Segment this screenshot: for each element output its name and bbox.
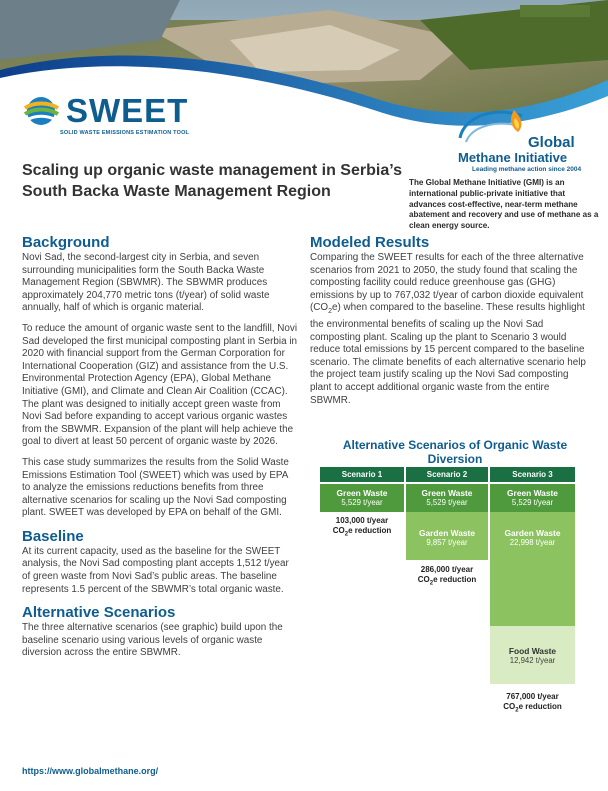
s3-green-waste: Green Waste 5,529 t/year <box>490 484 575 512</box>
right-column <box>310 234 588 407</box>
modeled-results-heading: Modeled Results <box>310 234 430 251</box>
background-heading: Background <box>22 234 110 251</box>
diagram-title: Alternative Scenarios of Organic Waste Diversion <box>342 438 568 466</box>
baseline-paragraph: At its current capacity, used as the baseline for the SWEET analysis, the Novi Sad composting plant accepts 1,512 t/year of green waste from Novi Sad’s public areas. The baseline represents 1.5 percent of the SBWMR’s total organic waste. <box>22 545 289 595</box>
alternative-scenarios-heading: Alternative Scenarios <box>22 604 176 622</box>
gmi-name-line1: Global <box>528 134 575 151</box>
sweet-logo <box>20 92 210 138</box>
s2-reduction: 286,000 t/year $CO_2e$ reduction <box>417 565 477 587</box>
footer-url-link[interactable]: https://www.globalmethane.org/ <box>22 766 159 776</box>
baseline-heading: Baseline <box>22 527 84 545</box>
background-paragraph-3: This case study summarizes the results from the Solid Waste Emissions Estimation Tool (SWEET) which was used by EPA to analyze the emissions reductions benefits from three alternative scenarios for scaling up the Novi Sad composting plant. SWEET was developed by EPA on behalf of the GMI. <box>22 456 289 519</box>
scenario-1-header: Scenario 1 <box>320 467 404 482</box>
modeled-results-paragraph: Comparing the SWEET results for each of the three alternative scenarios from 2021 to 2050, the study found that scaling the composting facility could reduce greenhouse gas (GHG) emissions by up to 767,032 t/year of carbon dioxide equivalent $(CO_2e)$ when compared to the baseline. These results highlight the environmental benefits of scaling up the Novi Sad composting plant. Scaling up the plant to Scenario 3 would reduce total emissions by 15 percent compared to the baseline scenario. The climate benefits of each alternative scenario help the project team justify scaling up the Novi Sad composting plant to accept additional organic waste from the entire SBWMR. <box>310 252 586 406</box>
scenario-3-header: Scenario 3 <box>490 467 575 482</box>
s1-reduction: 103,000 t/year $CO_2e$ reduction <box>332 516 392 538</box>
s3-garden-waste: Garden Waste 22,998 t/year <box>490 512 575 626</box>
gmi-tagline: Leading methane action since 2004 <box>472 166 582 173</box>
gmi-name-line2: Methane Initiative <box>458 150 568 165</box>
s2-green-waste: Green Waste 5,529 t/year <box>406 484 488 512</box>
page-title: Scaling up organic waste management in Serbia’s South Backa Waste Management Region <box>22 162 402 200</box>
scenario-2-header: Scenario 2 <box>406 467 488 482</box>
gmi-description: The Global Methane Initiative (GMI) is an international public-private initiative that advances cost-effective, near-term methane abatement and recovery and use of methane as a clean energy source. <box>409 178 599 231</box>
background-paragraph-1: Novi Sad, the second-largest city in Serbia, and seven surrounding municipalities form the South Backa Waste Management Region (SBWMR). The SBWMR produces approximately 204,770 metric tons (t/year) of solid waste annually, half of which is organic material. <box>22 252 270 314</box>
background-paragraph-2: To reduce the amount of organic waste sent to the landfill, Novi Sad developed the first municipal composting plant in Serbia in 2020 with financial support from the German Corporation for International Cooperation (GIZ) and assistance from the U.S. Environmental Protection Agency (EPA), Global Methane Initiative (GMI), and Climate and Clean Air Coalition (CCAC). The plant was designed to initially accept green waste from Novi Sad before expanding to accept various organic wastes from the SBWMR. Expansion of the plant will help achieve the goal to divert at least 50 percent of organic waste by 2026. <box>22 322 298 448</box>
s3-food-waste: Food Waste 12,942 t/year <box>490 626 575 684</box>
flame-globe-icon <box>456 106 526 146</box>
globe-icon <box>20 90 62 132</box>
gmi-logo <box>456 106 596 176</box>
left-column <box>22 234 298 668</box>
logo-wordmark: SWEET <box>66 92 189 129</box>
s3-reduction: 767,000 t/year $CO_2e$ reduction <box>503 692 562 714</box>
alternative-scenarios-paragraph: The three alternative scenarios (see graphic) build upon the baseline scenario using various levels of organic waste diversion across the entire SBWMR. <box>22 622 283 659</box>
s1-green-waste: Green Waste 5,529 t/year <box>320 484 404 512</box>
logo-subtitle: SOLID WASTE EMISSIONS ESTIMATION TOOL <box>60 130 190 136</box>
s2-garden-waste: Garden Waste 9,857 t/year <box>406 512 488 560</box>
